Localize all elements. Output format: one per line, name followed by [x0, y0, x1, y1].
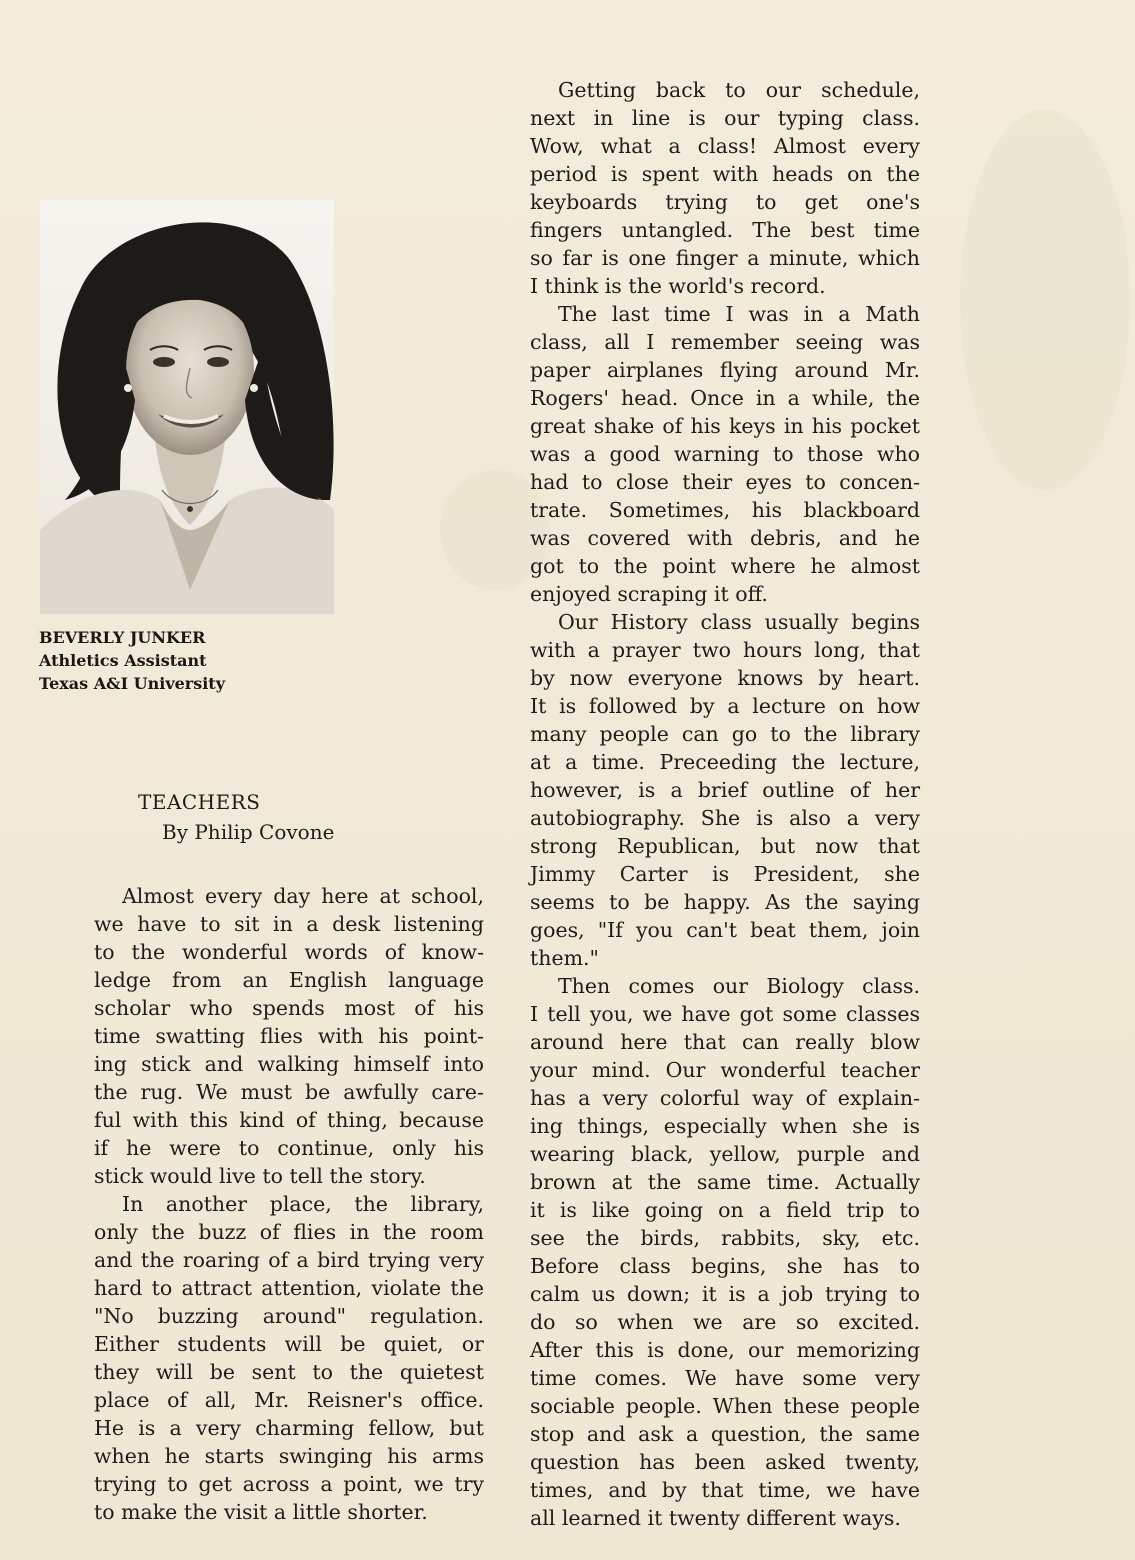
- text-line: see the birds, rabbits, sky, etc.: [530, 1226, 920, 1250]
- text-line: however, is a brief outline of her: [530, 778, 920, 802]
- text-line: when he starts swinging his arms: [94, 1444, 484, 1468]
- text-line: they will be sent to the quietest: [94, 1360, 484, 1384]
- text-line: hard to attract attention, violate the: [94, 1276, 484, 1300]
- text-line: place of all, Mr. Reisner's office.: [94, 1388, 484, 1412]
- text-line: In another place, the library,: [122, 1192, 484, 1216]
- text-line: ing stick and walking himself into: [94, 1052, 484, 1076]
- article-left-column: [94, 882, 484, 1526]
- text-line: seems to be happy. As the saying: [530, 890, 920, 914]
- text-line: at a time. Preceeding the lecture,: [530, 750, 920, 774]
- text-line: them.": [530, 946, 599, 970]
- text-line: wearing black, yellow, purple and: [530, 1142, 920, 1166]
- text-line: was a good warning to those who: [530, 442, 920, 466]
- text-line: "No buzzing around" regulation.: [94, 1304, 484, 1328]
- text-line: stop and ask a question, the same: [530, 1422, 920, 1446]
- text-line: great shake of his keys in his pocket: [530, 414, 920, 438]
- text-line: Rogers' head. Once in a while, the: [530, 386, 920, 410]
- text-line: and the roaring of a bird trying very: [94, 1248, 484, 1272]
- text-line: goes, "If you can't beat them, join: [530, 918, 920, 942]
- text-line: I think is the world's record.: [530, 274, 826, 298]
- text-line: many people can go to the library: [530, 722, 920, 746]
- caption-role: Athletics Assistant: [39, 651, 207, 670]
- text-line: fingers untangled. The best time: [530, 218, 920, 242]
- text-line: question has been asked twenty,: [530, 1450, 920, 1474]
- text-line: autobiography. She is also a very: [530, 806, 920, 830]
- text-line: He is a very charming fellow, but: [94, 1416, 484, 1440]
- text-line: strong Republican, but now that: [530, 834, 920, 858]
- text-line: Getting back to our schedule,: [558, 78, 920, 102]
- text-line: next in line is our typing class.: [530, 106, 920, 130]
- text-line: Almost every day here at school,: [122, 884, 484, 908]
- text-line: the rug. We must be awfully care-: [94, 1080, 484, 1104]
- text-line: keyboards trying to get one's: [530, 190, 920, 214]
- text-line: by now everyone knows by heart.: [530, 666, 920, 690]
- text-line: scholar who spends most of his: [94, 996, 484, 1020]
- text-line: It is followed by a lecture on how: [530, 694, 920, 718]
- text-line: ledge from an English language: [94, 968, 484, 992]
- text-line: Our History class usually begins: [558, 610, 920, 634]
- photo-caption: [39, 626, 225, 695]
- text-line: had to close their eyes to concen-: [530, 470, 920, 494]
- text-line: Either students will be quiet, or: [94, 1332, 484, 1356]
- text-line: ful with this kind of thing, because: [94, 1108, 484, 1132]
- text-line: ing things, especially when she is: [530, 1114, 920, 1138]
- text-line: only the buzz of flies in the room: [94, 1220, 484, 1244]
- text-line: trying to get across a point, we try: [94, 1472, 484, 1496]
- text-line: has a very colorful way of explain-: [530, 1086, 920, 1110]
- text-line: calm us down; it is a job trying to: [530, 1282, 920, 1306]
- text-line: to make the visit a little shorter.: [94, 1500, 428, 1524]
- text-line: The last time I was in a Math: [558, 302, 920, 326]
- caption-institution: Texas A&I University: [39, 674, 225, 693]
- text-line: was covered with debris, and he: [530, 526, 920, 550]
- text-line: Then comes our Biology class.: [558, 974, 920, 998]
- text-line: if he were to continue, only his: [94, 1136, 484, 1160]
- text-line: time swatting flies with his point-: [94, 1024, 484, 1048]
- portrait-photo: [40, 200, 334, 614]
- text-line: times, and by that time, we have: [530, 1478, 920, 1502]
- text-line: Jimmy Carter is President, she: [530, 862, 920, 886]
- portrait-photo-graphic: [40, 200, 334, 614]
- text-line: Wow, what a class! Almost every: [530, 134, 920, 158]
- text-line: got to the point where he almost: [530, 554, 920, 578]
- text-line: so far is one finger a minute, which: [530, 246, 920, 270]
- text-line: class, all I remember seeing was: [530, 330, 920, 354]
- text-line: your mind. Our wonderful teacher: [530, 1058, 920, 1082]
- text-line: paper airplanes flying around Mr.: [530, 358, 920, 382]
- text-line: around here that can really blow: [530, 1030, 920, 1054]
- text-line: it is like going on a field trip to: [530, 1198, 920, 1222]
- text-line: brown at the same time. Actually: [530, 1170, 920, 1194]
- text-line: period is spent with heads on the: [530, 162, 920, 186]
- text-line: After this is done, our memorizing: [530, 1338, 920, 1362]
- text-line: to the wonderful words of know-: [94, 940, 484, 964]
- text-line: sociable people. When these people: [530, 1394, 920, 1418]
- text-line: time comes. We have some very: [530, 1366, 920, 1390]
- text-line: trate. Sometimes, his blackboard: [530, 498, 920, 522]
- bleed-through-shadow: [960, 110, 1130, 490]
- caption-name: BEVERLY JUNKER: [39, 628, 206, 647]
- text-line: we have to sit in a desk listening: [94, 912, 484, 936]
- article-title: TEACHERS: [138, 790, 261, 814]
- text-line: Before class begins, she has to: [530, 1254, 920, 1278]
- text-line: enjoyed scraping it off.: [530, 582, 768, 606]
- text-line: stick would live to tell the story.: [94, 1164, 426, 1188]
- text-line: with a prayer two hours long, that: [530, 638, 920, 662]
- text-line: do so when we are so excited.: [530, 1310, 920, 1334]
- text-line: I tell you, we have got some classes: [530, 1002, 920, 1026]
- text-line: all learned it twenty different ways.: [530, 1506, 901, 1530]
- article-byline: By Philip Covone: [162, 820, 335, 844]
- article-right-column: [530, 76, 920, 1532]
